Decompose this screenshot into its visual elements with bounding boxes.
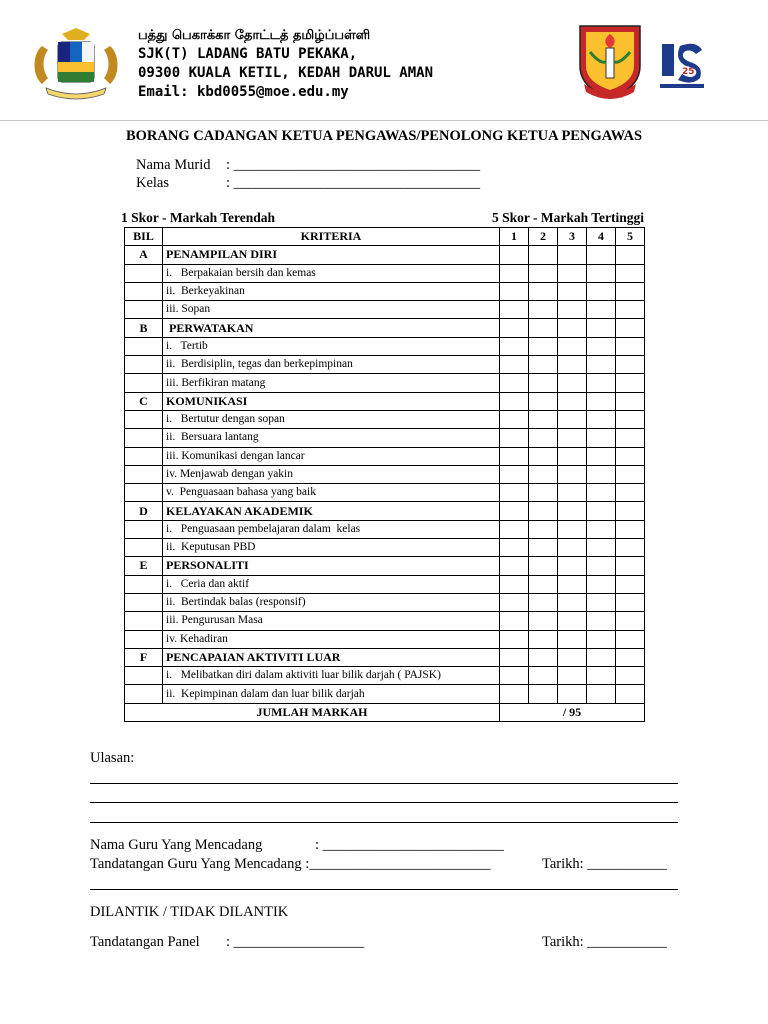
score-cell[interactable] — [500, 429, 529, 447]
criteria-text: ii. Keputusan PBD — [163, 539, 500, 557]
ulasan-line-3[interactable] — [90, 822, 678, 823]
bil-cell — [125, 630, 163, 648]
score-cell[interactable] — [616, 502, 645, 520]
bil-cell: B — [125, 319, 163, 337]
score-cell[interactable] — [587, 337, 616, 355]
score-cell[interactable] — [558, 374, 587, 392]
score-cell[interactable] — [529, 502, 558, 520]
score-cell[interactable] — [616, 648, 645, 666]
bil-cell — [125, 465, 163, 483]
score-cell[interactable] — [558, 356, 587, 374]
score-cell[interactable] — [500, 520, 529, 538]
score-cell[interactable] — [529, 520, 558, 538]
criteria-row — [125, 337, 645, 355]
section-title: KELAYAKAN AKADEMIK — [163, 502, 500, 520]
score-cell[interactable] — [558, 593, 587, 611]
score-cell[interactable] — [529, 575, 558, 593]
score-cell[interactable] — [529, 392, 558, 410]
score-cell[interactable] — [587, 447, 616, 465]
score-cell[interactable] — [529, 648, 558, 666]
table-header-row — [125, 228, 645, 246]
score-cell[interactable] — [587, 502, 616, 520]
criteria-row — [125, 301, 645, 319]
section-title: PENCAPAIAN AKTIVITI LUAR — [163, 648, 500, 666]
criteria-text: iii. Pengurusan Masa — [163, 612, 500, 630]
bil-cell: D — [125, 502, 163, 520]
score-cell[interactable] — [616, 337, 645, 355]
bil-cell — [125, 429, 163, 447]
score-cell[interactable] — [529, 356, 558, 374]
table-header-cell: 1 — [500, 228, 529, 246]
score-cell[interactable] — [558, 520, 587, 538]
score-cell[interactable] — [558, 264, 587, 282]
criteria-row — [125, 447, 645, 465]
criteria-row — [125, 484, 645, 502]
criteria-row — [125, 465, 645, 483]
score-cell[interactable] — [500, 246, 529, 264]
score-cell[interactable] — [587, 667, 616, 685]
bil-cell — [125, 593, 163, 611]
score-cell[interactable] — [616, 557, 645, 575]
score-cell[interactable] — [500, 374, 529, 392]
score-cell[interactable] — [616, 539, 645, 557]
kelas-label: Kelas — [136, 175, 170, 191]
bil-cell — [125, 282, 163, 300]
section-title: PERWATAKAN — [163, 319, 500, 337]
bil-cell — [125, 667, 163, 685]
guru-label: Nama Guru Yang Mencadang — [90, 837, 263, 853]
scale-low: 1 Skor - Markah Terendah — [121, 210, 276, 225]
kelas-field[interactable]: : __________________________________ — [226, 175, 481, 191]
ulasan-label: Ulasan: — [90, 750, 135, 766]
score-cell[interactable] — [558, 447, 587, 465]
score-cell[interactable] — [587, 356, 616, 374]
score-cell[interactable] — [616, 282, 645, 300]
total-label: JUMLAH MARKAH — [125, 703, 500, 721]
total-value[interactable]: / 95 — [500, 703, 645, 721]
table-header-cell: 4 — [587, 228, 616, 246]
section-row — [125, 557, 645, 575]
score-cell[interactable] — [500, 447, 529, 465]
score-cell[interactable] — [500, 410, 529, 428]
score-cell[interactable] — [500, 301, 529, 319]
section-title: KOMUNIKASI — [163, 392, 500, 410]
score-cell[interactable] — [500, 667, 529, 685]
score-cell[interactable] — [587, 593, 616, 611]
bil-cell — [125, 520, 163, 538]
score-cell[interactable] — [500, 648, 529, 666]
panel-signature-field[interactable]: : __________________ — [226, 934, 365, 950]
panel-label: Tandatangan Panel — [90, 934, 200, 950]
score-cell[interactable] — [529, 246, 558, 264]
criteria-row — [125, 374, 645, 392]
table-header-cell: BIL — [125, 228, 163, 246]
score-cell[interactable] — [616, 447, 645, 465]
criteria-text: i. Bertutur dengan sopan — [163, 410, 500, 428]
score-cell[interactable] — [616, 374, 645, 392]
score-cell[interactable] — [500, 575, 529, 593]
score-cell[interactable] — [587, 246, 616, 264]
guru-field[interactable]: : _________________________ — [315, 837, 504, 853]
bil-cell — [125, 374, 163, 392]
score-cell[interactable] — [500, 264, 529, 282]
bil-cell — [125, 356, 163, 374]
table-header-cell: 2 — [529, 228, 558, 246]
score-cell[interactable] — [558, 630, 587, 648]
criteria-text: iii. Komunikasi dengan lancar — [163, 447, 500, 465]
score-cell[interactable] — [529, 484, 558, 502]
score-cell[interactable] — [500, 557, 529, 575]
score-cell[interactable] — [616, 575, 645, 593]
criteria-text: i. Tertib — [163, 337, 500, 355]
score-cell[interactable] — [529, 282, 558, 300]
criteria-text: ii. Kepimpinan dalam dan luar bilik darjah — [163, 685, 500, 703]
bil-cell — [125, 264, 163, 282]
criteria-row — [125, 593, 645, 611]
score-cell[interactable] — [558, 301, 587, 319]
table-header-cell: KRITERIA — [163, 228, 500, 246]
score-cell[interactable] — [529, 612, 558, 630]
score-cell[interactable] — [558, 319, 587, 337]
score-cell[interactable] — [558, 484, 587, 502]
section-row — [125, 246, 645, 264]
score-cell[interactable] — [616, 465, 645, 483]
table-header-cell: 5 — [616, 228, 645, 246]
score-cell[interactable] — [558, 429, 587, 447]
bil-cell — [125, 301, 163, 319]
criteria-text: v. Penguasaan bahasa yang baik — [163, 484, 500, 502]
score-cell[interactable] — [529, 593, 558, 611]
score-cell[interactable] — [500, 337, 529, 355]
score-cell[interactable] — [558, 246, 587, 264]
score-cell[interactable] — [529, 264, 558, 282]
score-cell[interactable] — [558, 575, 587, 593]
bil-cell: C — [125, 392, 163, 410]
tandatangan-guru-field[interactable]: Tandatangan Guru Yang Mencadang :_________________________ — [90, 856, 491, 872]
score-cell[interactable] — [529, 447, 558, 465]
criteria-row — [125, 429, 645, 447]
score-cell[interactable] — [616, 484, 645, 502]
criteria-text: i. Ceria dan aktif — [163, 575, 500, 593]
score-cell[interactable] — [587, 612, 616, 630]
score-cell[interactable] — [587, 282, 616, 300]
score-cell[interactable] — [500, 356, 529, 374]
criteria-text: i. Berpakaian bersih dan kemas — [163, 264, 500, 282]
score-cell[interactable] — [587, 557, 616, 575]
criteria-row — [125, 539, 645, 557]
score-cell[interactable] — [587, 301, 616, 319]
score-cell[interactable] — [587, 465, 616, 483]
score-cell[interactable] — [616, 593, 645, 611]
score-cell[interactable] — [558, 502, 587, 520]
score-cell[interactable] — [616, 612, 645, 630]
bil-cell — [125, 410, 163, 428]
score-cell[interactable] — [616, 246, 645, 264]
score-cell[interactable] — [587, 264, 616, 282]
criteria-row — [125, 612, 645, 630]
bil-cell: F — [125, 648, 163, 666]
criteria-row — [125, 575, 645, 593]
score-table — [124, 227, 645, 722]
score-cell[interactable] — [558, 337, 587, 355]
criteria-text: i. Melibatkan diri dalam aktiviti luar bilik darjah ( PAJSK) — [163, 667, 500, 685]
score-cell[interactable] — [587, 484, 616, 502]
logo3-number: 25 — [682, 67, 695, 77]
separator-line — [90, 889, 678, 890]
nama-murid-field[interactable]: : __________________________________ — [226, 157, 481, 173]
score-cell[interactable] — [558, 282, 587, 300]
score-cell[interactable] — [587, 374, 616, 392]
score-cell[interactable] — [558, 465, 587, 483]
score-cell[interactable] — [558, 539, 587, 557]
criteria-text: iii. Sopan — [163, 301, 500, 319]
bil-cell — [125, 447, 163, 465]
score-cell[interactable] — [500, 392, 529, 410]
criteria-row — [125, 685, 645, 703]
score-cell[interactable] — [500, 319, 529, 337]
score-cell[interactable] — [587, 539, 616, 557]
bil-cell: A — [125, 246, 163, 264]
school-email: Email: kbd0055@moe.edu.my — [138, 84, 349, 100]
header-divider — [0, 120, 768, 121]
form-title: BORANG CADANGAN KETUA PENGAWAS/PENOLONG KETUA PENGAWAS — [125, 128, 643, 144]
criteria-text: iv. Kehadiran — [163, 630, 500, 648]
section-row — [125, 648, 645, 666]
score-cell[interactable] — [529, 630, 558, 648]
score-cell[interactable] — [500, 685, 529, 703]
score-cell[interactable] — [587, 648, 616, 666]
criteria-text: ii. Berdisiplin, tegas dan berkepimpinan — [163, 356, 500, 374]
score-cell[interactable] — [529, 429, 558, 447]
criteria-row — [125, 356, 645, 374]
score-cell[interactable] — [616, 429, 645, 447]
dilantik-option[interactable]: DILANTIK / TIDAK DILANTIK — [90, 904, 289, 920]
bil-cell — [125, 484, 163, 502]
criteria-row — [125, 282, 645, 300]
score-cell[interactable] — [529, 539, 558, 557]
score-cell[interactable] — [558, 667, 587, 685]
score-cell[interactable] — [529, 374, 558, 392]
score-cell[interactable] — [616, 685, 645, 703]
score-cell[interactable] — [587, 392, 616, 410]
section-row — [125, 392, 645, 410]
malaysia-coat-of-arms-icon — [28, 26, 124, 104]
bil-cell — [125, 539, 163, 557]
criteria-row — [125, 520, 645, 538]
criteria-row — [125, 630, 645, 648]
ulasan-line-2[interactable] — [90, 802, 678, 803]
score-cell[interactable] — [529, 685, 558, 703]
tarikh-field-1[interactable]: Tarikh: ___________ — [542, 856, 668, 872]
bil-cell — [125, 337, 163, 355]
score-cell[interactable] — [587, 429, 616, 447]
score-cell[interactable] — [500, 502, 529, 520]
score-cell[interactable] — [529, 301, 558, 319]
ministry-logo-icon — [656, 36, 708, 94]
score-cell[interactable] — [558, 612, 587, 630]
bil-cell: E — [125, 557, 163, 575]
score-cell[interactable] — [587, 630, 616, 648]
score-cell[interactable] — [616, 301, 645, 319]
score-cell[interactable] — [529, 557, 558, 575]
score-cell[interactable] — [587, 520, 616, 538]
score-cell[interactable] — [500, 484, 529, 502]
criteria-text: i. Penguasaan pembelajaran dalam kelas — [163, 520, 500, 538]
score-cell[interactable] — [558, 685, 587, 703]
bil-cell — [125, 575, 163, 593]
score-cell[interactable] — [587, 410, 616, 428]
score-cell[interactable] — [616, 264, 645, 282]
score-cell[interactable] — [529, 337, 558, 355]
total-row — [125, 703, 645, 721]
score-cell[interactable] — [587, 575, 616, 593]
score-cell[interactable] — [500, 539, 529, 557]
bil-cell — [125, 685, 163, 703]
criteria-text: ii. Bertindak balas (responsif) — [163, 593, 500, 611]
criteria-text: iii. Berfikiran matang — [163, 374, 500, 392]
score-cell[interactable] — [529, 465, 558, 483]
ulasan-line-1[interactable] — [90, 783, 678, 784]
score-cell[interactable] — [558, 410, 587, 428]
criteria-row — [125, 667, 645, 685]
school-header-text — [138, 26, 433, 102]
section-row — [125, 319, 645, 337]
section-row — [125, 502, 645, 520]
score-cell[interactable] — [616, 392, 645, 410]
criteria-text: iv. Menjawab dengan yakin — [163, 465, 500, 483]
score-cell[interactable] — [616, 630, 645, 648]
score-cell[interactable] — [500, 612, 529, 630]
nama-murid-label: Nama Murid — [136, 157, 211, 173]
criteria-row — [125, 264, 645, 282]
criteria-row — [125, 410, 645, 428]
score-cell[interactable] — [500, 465, 529, 483]
school-name-tamil: பத்து பெகாக்கா தோட்டத் தமிழ்ப்பள்ளி — [138, 28, 371, 43]
scale-high: 5 Skor - Markah Tertinggi — [491, 210, 644, 225]
score-cell[interactable] — [558, 557, 587, 575]
score-cell[interactable] — [500, 282, 529, 300]
section-title: PERSONALITI — [163, 557, 500, 575]
score-cell[interactable] — [616, 520, 645, 538]
score-cell[interactable] — [616, 667, 645, 685]
school-name: SJK(T) LADANG BATU PEKAKA, — [138, 46, 358, 62]
score-cell[interactable] — [529, 319, 558, 337]
score-cell[interactable] — [500, 593, 529, 611]
score-cell[interactable] — [529, 410, 558, 428]
score-cell[interactable] — [558, 648, 587, 666]
score-cell[interactable] — [616, 356, 645, 374]
school-crest-icon — [576, 22, 644, 100]
section-title: PENAMPILAN DIRI — [163, 246, 500, 264]
criteria-text: ii. Bersuara lantang — [163, 429, 500, 447]
bil-cell — [125, 612, 163, 630]
score-cell[interactable] — [616, 410, 645, 428]
score-cell[interactable] — [529, 667, 558, 685]
score-cell[interactable] — [587, 685, 616, 703]
score-cell[interactable] — [616, 319, 645, 337]
school-address: 09300 KUALA KETIL, KEDAH DARUL AMAN — [138, 65, 434, 81]
score-cell[interactable] — [558, 392, 587, 410]
score-cell[interactable] — [587, 319, 616, 337]
table-header-cell: 3 — [558, 228, 587, 246]
criteria-text: ii. Berkeyakinan — [163, 282, 500, 300]
tarikh-field-2[interactable]: Tarikh: ___________ — [542, 934, 668, 950]
score-cell[interactable] — [500, 630, 529, 648]
